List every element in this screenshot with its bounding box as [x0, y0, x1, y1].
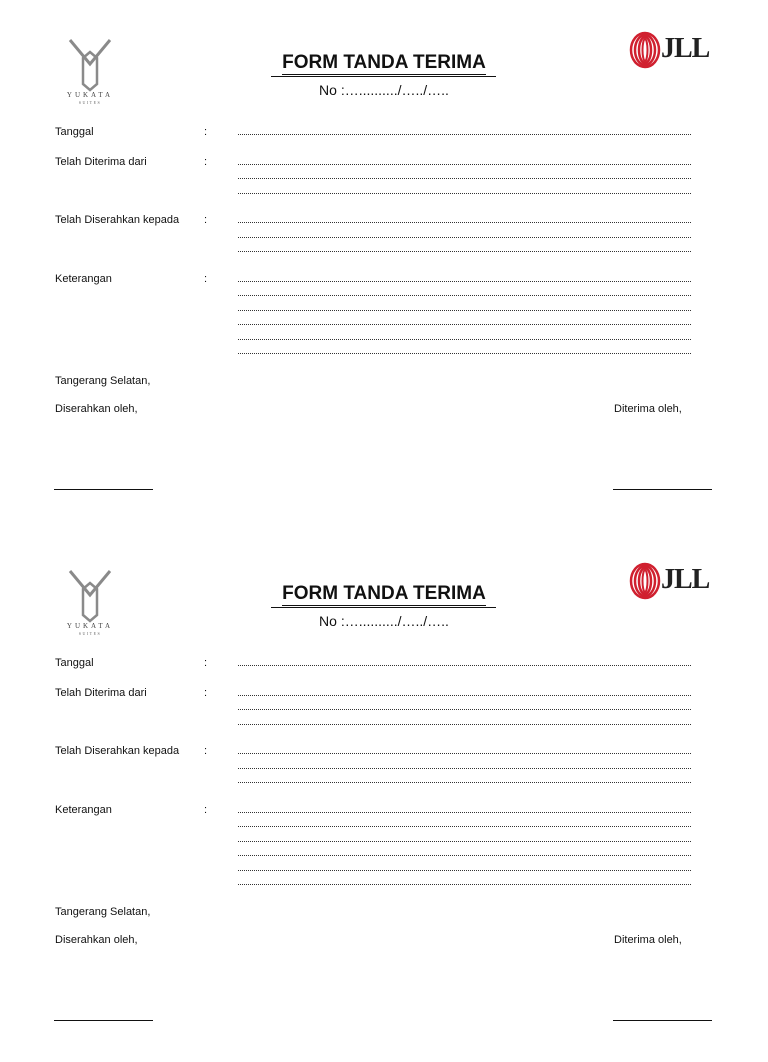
colon: :: [204, 156, 208, 168]
keterangan-fill-line[interactable]: [238, 295, 691, 296]
diterima-dari-label: Telah Diterima dari: [55, 156, 147, 168]
colon: :: [204, 214, 208, 226]
jll-wordmark: JLL: [661, 33, 710, 64]
colon: :: [204, 126, 208, 138]
diserahkan-kepada-fill-line[interactable]: [238, 753, 691, 754]
jll-rings-icon: [629, 562, 661, 600]
yukata-subtitle: SUITES: [78, 631, 102, 636]
diterima-dari-fill-line[interactable]: [238, 193, 691, 194]
keterangan-fill-line[interactable]: [238, 826, 691, 827]
jll-logo: [629, 31, 710, 69]
handed-by-label: Diserahkan oleh,: [55, 934, 138, 946]
keterangan-label: Keterangan: [55, 273, 112, 285]
keterangan-fill-line[interactable]: [238, 353, 691, 354]
colon: :: [204, 687, 208, 699]
diserahkan-kepada-fill-line[interactable]: [238, 782, 691, 783]
place-label: Tangerang Selatan,: [55, 906, 151, 918]
diserahkan-kepada-label: Telah Diserahkan kepada: [55, 745, 180, 757]
keterangan-fill-line[interactable]: [238, 812, 691, 813]
form-title: FORM TANDA TERIMA: [282, 583, 486, 604]
received-by-label: Diterima oleh,: [614, 934, 682, 946]
keterangan-fill-line[interactable]: [238, 884, 691, 885]
diserahkan-kepada-fill-line[interactable]: [238, 251, 691, 252]
diterima-dari-fill-line[interactable]: [238, 164, 691, 165]
diterima-dari-label: Telah Diterima dari: [55, 687, 147, 699]
colon: :: [204, 745, 208, 757]
received-by-label: Diterima oleh,: [614, 403, 682, 415]
jll-logo: [629, 562, 710, 600]
diserahkan-kepada-fill-line[interactable]: [238, 222, 691, 223]
diterima-dari-fill-line[interactable]: [238, 695, 691, 696]
colon: :: [204, 804, 208, 816]
diserahkan-kepada-label: Telah Diserahkan kepada: [55, 214, 180, 226]
keterangan-fill-line[interactable]: [238, 855, 691, 856]
keterangan-fill-line[interactable]: [238, 870, 691, 871]
tanggal-label: Tanggal: [55, 126, 94, 138]
title-double-underline: [271, 607, 496, 608]
received-by-signature-line[interactable]: [613, 489, 712, 490]
tanggal-fill-line[interactable]: [238, 134, 691, 135]
diterima-dari-fill-line[interactable]: [238, 724, 691, 725]
handed-by-signature-line[interactable]: [54, 489, 153, 490]
keterangan-fill-line[interactable]: [238, 841, 691, 842]
tanggal-fill-line[interactable]: [238, 665, 691, 666]
yukata-logo: [60, 567, 120, 637]
title-double-underline: [271, 76, 496, 77]
jll-rings-icon: [629, 31, 661, 69]
yukata-wordmark: YUKATA: [66, 622, 114, 630]
yukata-logo: [60, 36, 120, 106]
form-title: FORM TANDA TERIMA: [282, 52, 486, 73]
yukata-subtitle: SUITES: [78, 100, 102, 105]
colon: :: [204, 657, 208, 669]
diterima-dari-fill-line[interactable]: [238, 709, 691, 710]
document-number: No :…........../…../…..: [319, 82, 449, 98]
diserahkan-kepada-fill-line[interactable]: [238, 237, 691, 238]
handed-by-signature-line[interactable]: [54, 1020, 153, 1021]
keterangan-fill-line[interactable]: [238, 281, 691, 282]
keterangan-fill-line[interactable]: [238, 310, 691, 311]
diterima-dari-fill-line[interactable]: [238, 178, 691, 179]
received-by-signature-line[interactable]: [613, 1020, 712, 1021]
keterangan-label: Keterangan: [55, 804, 112, 816]
tanggal-label: Tanggal: [55, 657, 94, 669]
jll-wordmark: JLL: [661, 564, 710, 595]
yukata-wordmark: YUKATA: [66, 91, 114, 99]
colon: :: [204, 273, 208, 285]
diserahkan-kepada-fill-line[interactable]: [238, 768, 691, 769]
handed-by-label: Diserahkan oleh,: [55, 403, 138, 415]
keterangan-fill-line[interactable]: [238, 339, 691, 340]
keterangan-fill-line[interactable]: [238, 324, 691, 325]
document-number: No :…........../…../…..: [319, 613, 449, 629]
receipt-form-2: [0, 531, 768, 1062]
place-label: Tangerang Selatan,: [55, 375, 151, 387]
